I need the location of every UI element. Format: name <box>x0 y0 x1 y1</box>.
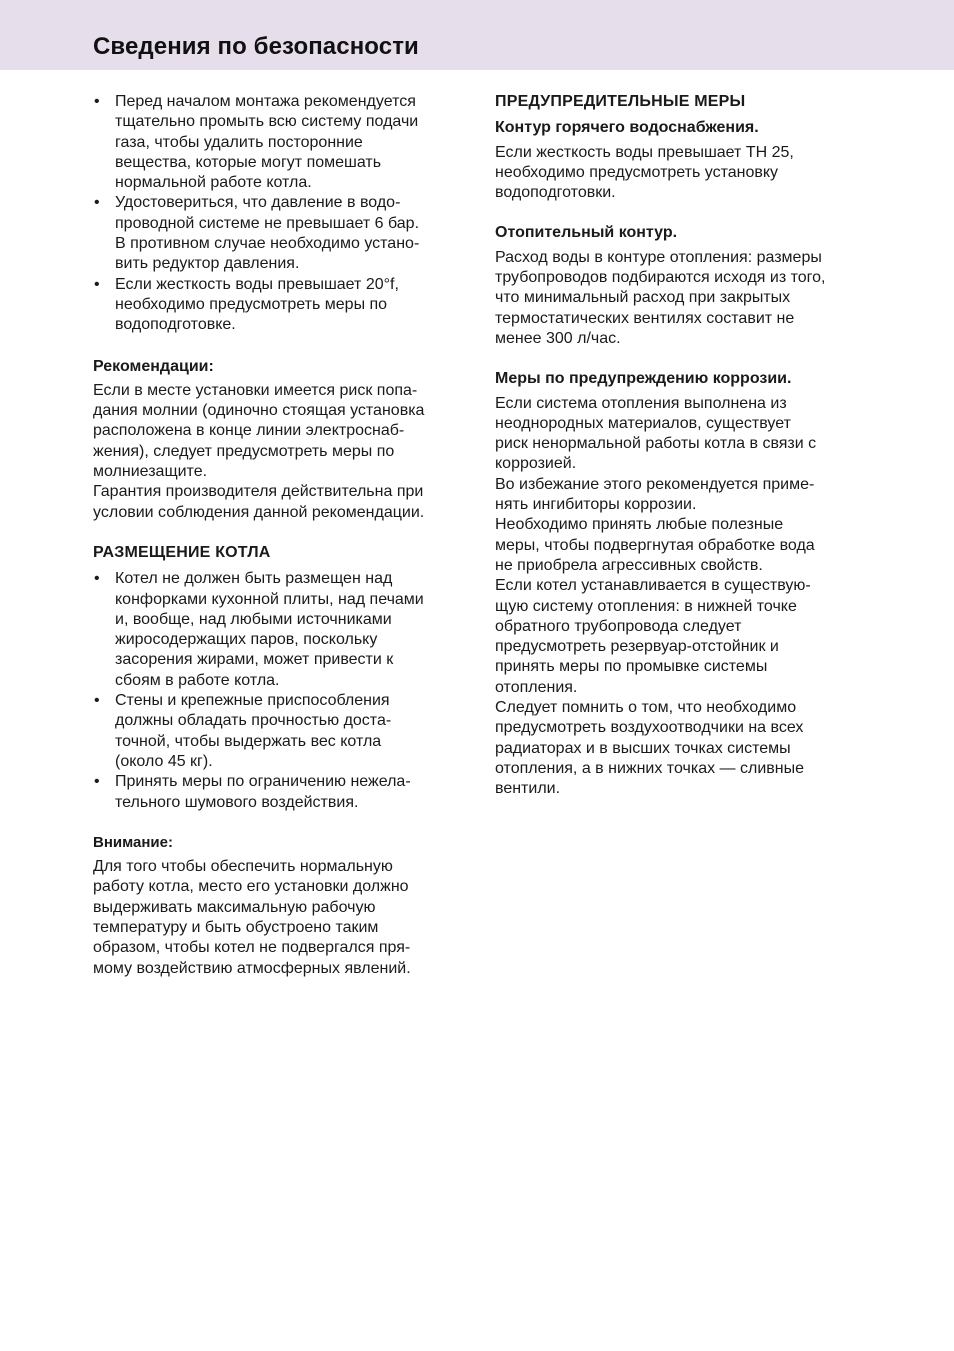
corrosion-text: Если система отопления выполнена из неоднородных материалов, существует риск ненормальной работы котла в связи с коррозией. Во избежание этого рекомендуется приме- нять ингибиторы коррозии. Необходимо принять любые полезные меры, чтобы подвергнутая обработке вода не приобрела агрессивных свойств. Если котел устанавливается в существую- щую систему отопления: в нижней точке обратного трубопровода следует предусмотреть резервуар-отстойник и принять меры по промывке системы отопления. Следует помнить о том, что необходимо предусмотреть воздухоотводчики на всех радиаторах и в высших точках системы отопления, а в нижних точках — сливные вентили. <box>495 394 817 798</box>
placement-heading: РАЗМЕЩЕНИЕ КОТЛА <box>93 543 271 561</box>
list-item: • Принять меры по ограничению нежела- тельного шумового воздействия. <box>93 772 463 813</box>
precautions-heading: ПРЕДУПРЕДИТЕЛЬНЫЕ МЕРЫ <box>495 93 746 110</box>
list-item: • Перед началом монтажа рекомендуется тщательно промыть всю систему подачи газа, чтобы удалить посторонние вещества, которые могут помешать нормальной работе котла. <box>93 92 463 193</box>
hot-water-text: Если жесткость воды превышает ТН 25, необходимо предусмотреть установку водоподготовки. <box>495 143 794 202</box>
attention-text: Для того чтобы обеспечить нормальную работу котла, место его установки должно выдерживать максимальную рабочую температуру и быть обустроено таким образом, чтобы котел не подвергался пря- мому воздействию атмосферных явлений. <box>93 858 411 977</box>
page-title: Сведения по безопасности <box>93 33 419 60</box>
corrosion-heading: Меры по предупреждению коррозии. <box>495 370 792 388</box>
list-item: • Удостовериться, что давление в водо- проводной системе не превышает 6 бар. В противном случае необходимо устано- вить редуктор давления. <box>93 193 463 274</box>
list-item: • Котел не должен быть размещен над конфорками кухонной плиты, над печами и, вообще, над любыми источниками жиросодержащих паров, поскольку засорения жирами, может привести к сбоям в работе котла. <box>93 569 463 691</box>
heating-heading: Отопительный контур. <box>495 224 678 242</box>
intro-bullet-list <box>93 92 463 336</box>
heating-text: Расход воды в контуре отопления: размеры трубопроводов подбираются исходя из того, что минимальный расход при закрытых термостатических вентилях составит не менее 300 л/час. <box>495 248 826 347</box>
placement-bullet-list <box>93 569 463 813</box>
list-item: • Если жесткость воды превышает 20°f, необходимо предусмотреть меры по водоподготовке. <box>93 275 463 336</box>
list-item: • Стены и крепежные приспособления должны обладать прочностью доста- точной, чтобы выдержать вес котла (около 45 кг). <box>93 691 463 772</box>
right-column <box>495 92 867 800</box>
recommendations-text: Если в месте установки имеется риск попа- дания молнии (одиночно стоящая установка расположена в конце линии электроснаб- жения), следует предусмотреть меры по молниезащите. Гарантия производителя действительна при условии соблюдения данной рекомендации. <box>93 381 425 521</box>
attention-heading: Внимание: <box>93 833 173 851</box>
recommendations-heading: Рекомендации: <box>93 357 214 375</box>
hot-water-heading: Контур горячего водоснабжения. <box>495 119 759 137</box>
left-column <box>93 92 463 979</box>
